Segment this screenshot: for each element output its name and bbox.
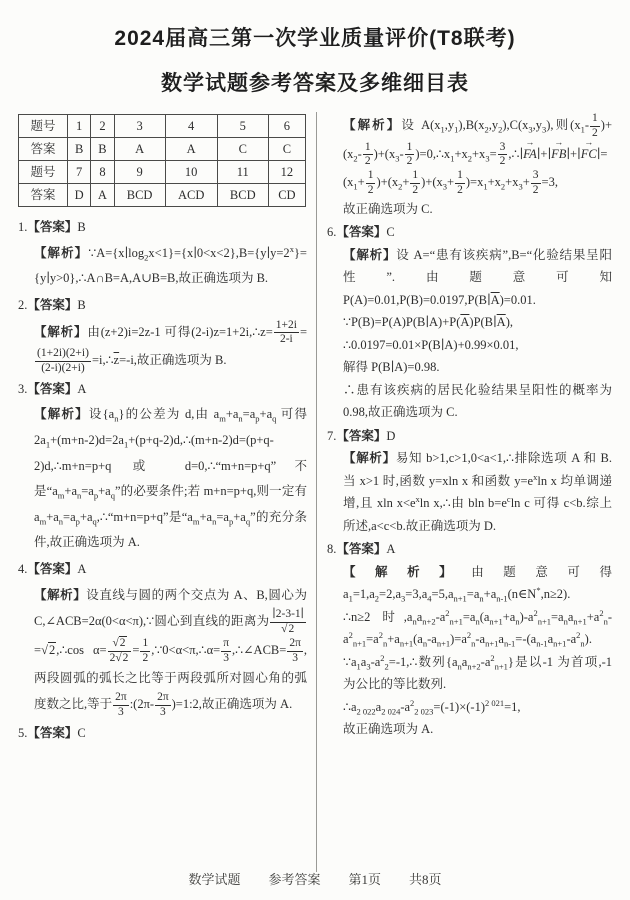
answer-cell: A [165,138,217,161]
fraction: $\frac{2\pi}{3}$ [289,636,301,664]
question-block [18,293,307,376]
answer-cell: 2 [91,115,114,138]
page-subtitle: 数学试题参考答案及多维细目表 [161,72,469,95]
solution-paragraph: $\because a_1a_3-a^2_2=-1,\therefore$数列$\{a_na_{n+2}-a^2_{n+1}\}$是以-1 为首项,-1 为公比的等比数列. [343,652,612,692]
fraction: $\frac{\pi}{3}$ [223,636,229,664]
answer-table-row [19,115,306,138]
answer-line: 5.【答案】C [18,725,86,740]
answer-cell: BCD [114,184,165,207]
answer-cell: BCD [217,184,268,207]
overline: $\overline{A}$ [490,292,500,307]
answer-cell: 12 [268,161,305,184]
solution-paragraph: 【解析】易知 b>1,c>1,0<a<1,∴排除选项 A 和 B.当 x>1 时,函数 y=xln x 和函数 $y=e^x\ln$ x 均单调递增,且 xln $x<e^x\ln$ x,∴由 bln $b=e^c\ln$ c 可得 c<b.综上所述,a<c<b.故正确选项为 D. [343,451,612,533]
fraction: $\frac{2\pi}{3}$ [157,691,169,718]
question-block [18,215,307,292]
footer-doc-label: 数学试题 [188,872,241,887]
overline: $\overline{A}$ [496,315,506,330]
answer-cell: D [68,184,91,207]
row-header-cell: 答案 [19,184,68,207]
solution-paragraph: 【解析】设 A=“患有该疾病”,B=“化验结果呈阳性”.由题意可知 $P(A)=0.01,P(B)=0.0197,P(B∣\overline{A})=0.01$. [343,247,612,307]
vector: FC → [581,143,597,166]
question-block [327,538,612,741]
right-column [316,112,612,872]
solution-paragraph: 【解析】$\because A=\{x∣\log_2x<1\}=\{x∣0<x<2\},B=\{y∣y=2^x\}=\{y∣y>0\},\therefore A\cap B=A,A\cup B=B$,故正确选项为 B. [34,243,307,286]
vector: FA → [523,143,537,166]
answer-cell: A [114,138,165,161]
answer-line: 8.【答案】A [327,542,396,557]
question-block [18,377,307,556]
answer-cell: B [91,138,114,161]
question-block [18,721,307,747]
answer-cell: 10 [165,161,217,184]
question-block [327,112,612,220]
question-block [327,425,612,538]
fraction: $\frac{1}{2}$ [142,636,149,664]
answer-cell: C [217,138,268,161]
fraction: $\frac{(1+2i)(2+i)}{(2-i)(2+i)}$ [37,347,89,374]
row-header-cell: 题号 [19,115,68,138]
answer-table [18,114,306,207]
answer-line: 1.【答案】B [18,220,86,234]
solution-paragraph: 故正确选项为 A. [343,722,434,737]
solution-paragraph: ∴0.0197=0.01×P(B∣A)+0.99×0.01, [343,337,519,352]
answer-cell: 7 [68,161,91,184]
question-block [18,557,307,720]
answer-line: 2.【答案】B [18,297,86,312]
footer-section-label: 参考答案 [268,872,321,887]
fraction: $\frac{1}{2}$ [412,169,419,196]
vector: FB → [551,143,566,166]
content-columns [18,112,612,872]
sqrt: √2 [115,651,129,664]
page-footer [0,869,630,888]
solution-paragraph: 【解析】设 $A(x_1,y_1),B(x_2,y_2),C(x_3,y_3)$,则($x_1-$ $\frac{1}{2}$ )$+(x_2-$ $\frac{1}{2}$ )$+(x_3-$ $\frac{1}{2}$ )$=0,\therefore x_1+x_2+x_3=$ $\frac{3}{2}$ ,∴∣FA →∣+∣FB →∣+∣FC $\to∣=(x_1+$ $\frac{1}{2}$ )$+(x_2+$ $\frac{1}{2}$ )$+(x_3+$ $\frac{1}{2}$ )$=x_1+x_2+x_3+$ $\frac{3}{2}$ =3, [343,112,612,198]
answer-cell: 8 [91,161,114,184]
row-header-cell: 题号 [19,161,68,184]
answer-table-row [19,161,306,184]
solution-paragraph: $\therefore a_{2 022}a_{2 024}-a^2_{2 023}=(-1)\times(-1)^{2 021}=1$, [343,697,521,717]
answer-cell: 3 [114,115,165,138]
left-column [18,112,316,872]
right-questions [327,112,612,741]
fraction: $\frac{√2}{2√2}$ [108,637,132,666]
answer-cell: C [268,138,305,161]
answer-cell: ACD [165,184,217,207]
footer-page-number: 第1页 [348,872,382,887]
solution-paragraph: ∴n≥2 时$,a_na_{n+2}-a^2_{n+1}=a_n(a_{n+1}+a_n)-a^2_{n+1}=a_na_{n+1}+a^2_n-a^2_{n+1}=a^2_n+a_{n+1}(a_n-a_{n+1})=a^2_n-a_{n+1}a_{n-1}=-(a_{n-1}a_{n+1}-a^2_n)$. [343,607,612,649]
answer-cell: 11 [217,161,268,184]
solution-paragraph: 故正确选项为 C. [343,201,433,216]
solution-paragraph: 【解析】由(z+2)i=2z-1 可得(2-i)z=1+2i,∴z= $\frac{1+2i}{2-i}$ = $\frac{(1+2i)(2+i)}{(2-i)(2+i)}$ $=i,\therefore\overline{z}=-i$,故正确选项为 B. [34,318,307,374]
answer-line: 3.【答案】A [18,381,87,396]
fraction: $\frac{1}{2}$ [592,112,598,139]
overline: $\overline{A}$ [460,315,470,330]
answer-line: 7.【答案】D [327,428,396,443]
answer-cell: A [91,184,114,207]
solution-paragraph: 【解析】由题意可得 $a_1=1,a_2=2,a_3=3,a_4=5,a_{n+1}=a_n+a_{n-1}(n\in N^*,n\ge 2)$. [343,564,612,604]
answer-table-row [19,138,306,161]
overline: $\overline{z}$ [113,353,120,368]
fraction: $\frac{∣2-3-1∣}{√2}$ [272,608,304,636]
answer-cell: CD [268,184,305,207]
fraction: $\frac{1}{2}$ [406,140,413,168]
question-block [327,221,612,424]
sqrt: √2 [112,636,126,649]
solution-paragraph: 【解析】设$\{a_n\}$的公差为 d,由 $a_m+a_n=a_p+a_q$ 可得 $2a_1+(m+n-2)d=2a_1+(p+q-2)d,\therefore(m+n-2)d=(p+q-2)d,\therefore m+n=p+q$ 或 d=0,∴“m+n=p+q”不是“$a_m+a_n=a_p+a_q$”的必要条件;若 m+n=p+q,则一定有 $a_m+a_n=a_p+a_q,\therefore“m+n=p+q$”是“$a_m+a_n=a_p+a_q$”的充分条件,故正确选项为 A. [34,407,307,550]
answer-cell: B [68,138,91,161]
answer-line: 4.【答案】A [18,562,87,577]
fraction: $\frac{1}{2}$ [457,169,463,196]
answer-cell: 6 [268,115,305,138]
answer-cell: 1 [68,115,91,138]
solution-paragraph: $\because P(B)=P(A)P(B∣A)+P(\overline{A})P(B∣\overline{A})$, [343,315,513,330]
answer-table-row [19,184,306,207]
fraction: $\frac{3}{2}$ [532,169,539,196]
fraction: $\frac{3}{2}$ [499,140,506,168]
sqrt: √2 [281,623,295,636]
page-title: 2024届高三第一次学业质量评价(T8联考) [114,27,516,50]
answer-cell: 4 [165,115,217,138]
footer-page-total: 共8页 [409,872,442,887]
left-questions [18,215,307,746]
answer-table-body [19,115,306,207]
solution-paragraph: 解得 P(B∣A)=0.98. [343,360,440,375]
solution-paragraph: ∴患有该疾病的居民化验结果呈阳性的概率为 0.98,故正确选项为 C. [343,382,612,420]
answer-cell: 5 [217,115,268,138]
solution-paragraph: 【解析】设直线与圆的两个交点为 A、B,圆心为 C,∠ACB=2α(0<α<π),∵圆心到直线的距离为 $\frac{∣2-3-1∣}{√2}$ =√2,∴cos α= $\frac{√2}{2√2}$ = $\frac{1}{2}$ ,∵0<α<π,∴α= $\frac{\pi}{3}$ ,∴∠ACB= $\frac{2\pi}{3}$ ,两段圆弧的弧长之比等于两段弧所对圆心角的弧度数之比,等于 $\frac{2\pi}{3}$ :(2π- $\frac{2\pi}{3}$ )=1:2,故正确选项为 A. [34,587,307,718]
answer-line: 6.【答案】C [327,225,395,240]
fraction: $\frac{1}{2}$ [364,140,371,168]
sqrt: √2 [41,643,56,658]
row-header-cell: 答案 [19,138,68,161]
fraction: $\frac{1+2i}{2-i}$ [275,318,297,346]
answer-cell: 9 [114,161,165,184]
fraction: $\frac{1}{2}$ [367,169,374,196]
fraction: $\frac{2\pi}{3}$ [115,691,127,718]
